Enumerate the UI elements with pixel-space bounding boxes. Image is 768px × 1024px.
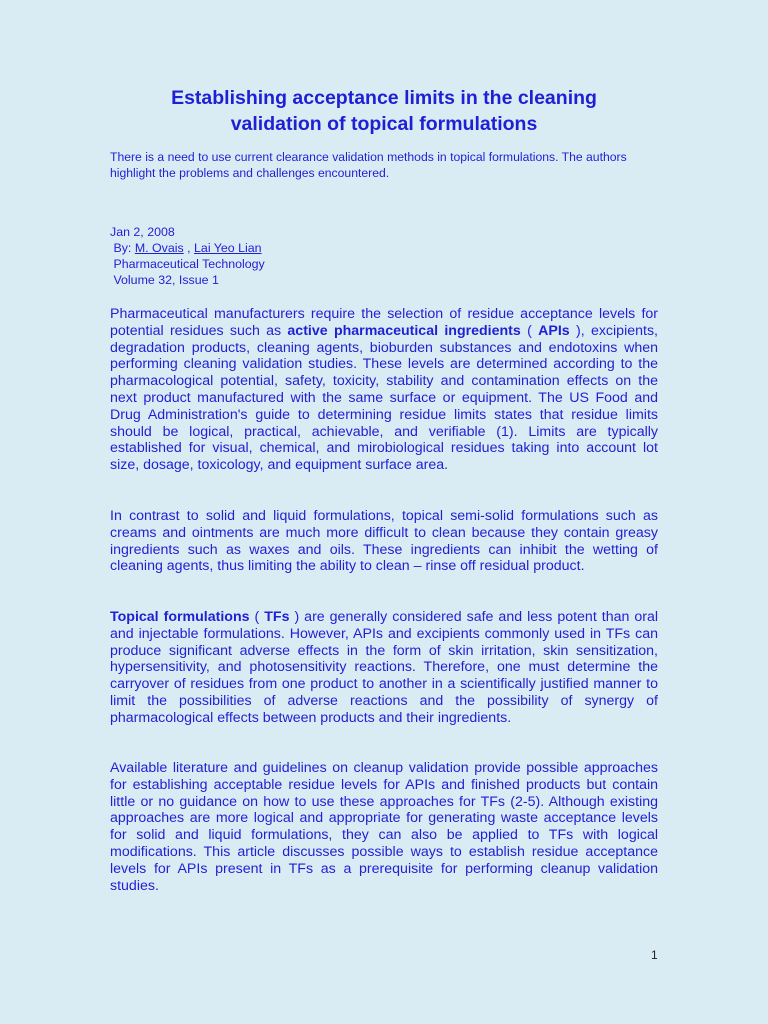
author-link-lian[interactable]: Lai Yeo Lian — [194, 241, 262, 255]
paragraph-2: In contrast to solid and liquid formulations, topical semi-solid formulations such as creams and ointments are much more difficult to clean because they contain greasy ingredients such as waxes and oils. These ingredients can inhibit the wetting of cleaning agents, thus limiting the ability to clean – rinse off residual product. — [110, 508, 658, 575]
journal-name — [110, 256, 265, 272]
author-separator: , — [183, 241, 195, 255]
byline — [110, 240, 265, 256]
term-active-pharmaceutical-ingredients: active pharmaceutical ingredients — [287, 322, 521, 339]
paragraph-1-paren-open: ( — [520, 322, 539, 339]
paragraph-3-paren-open: ( — [249, 609, 265, 625]
byline-label: By: — [113, 241, 135, 255]
paragraph-3-text-rest: ) are generally considered safe and less potent than oral and injectable formulations. However, APIs and excipients commonly used in TFs can produce significant adverse effects in the form of skin irritation, skin sensitization, hypersensitivity, and photosensitivity reactions. Therefore, one must determine the carryover of residues from one product to another in a scientifically justified manner to limit the possibilities of adverse reactions and the possibility of synergy of pharmacological effects between products and their ingredients. — [110, 609, 659, 726]
paragraph-1 — [110, 306, 658, 474]
article-title-line-1: Establishing acceptance limits in the cleaning — [171, 87, 597, 109]
journal-name-text: Pharmaceutical Technology — [113, 257, 265, 271]
term-apis: APIs — [538, 322, 570, 339]
paragraph-3 — [110, 609, 658, 727]
publication-date: Jan 2, 2008 — [110, 225, 175, 239]
term-topical-formulations: Topical formulations — [110, 609, 250, 625]
paragraph-4: Available literature and guidelines on cleanup validation provide possible approaches for establishing acceptable residue levels for APIs and finished products but contain little or no guidance on how to use these approaches for TFs (2-5). Although existing approaches are more logical and appropriate for generating waste acceptance levels for solid and liquid formulations, they can also be applied to TFs with logical modifications. This article discusses possible ways to establish residue acceptance levels for APIs present in TFs as a prerequisite for performing cleanup validation studies. — [110, 760, 658, 894]
article-metadata — [110, 224, 265, 288]
journal-volume — [110, 272, 265, 288]
page-number: 1 — [651, 948, 658, 962]
article-title-line-2: validation of topical formulations — [230, 113, 538, 135]
article-title — [110, 85, 658, 137]
paragraph-1-text-rest: ), excipients, degradation products, cleaning agents, bioburden substances and endotoxins when performing cleaning validation studies. These levels are determined according to the pharmacological potential, safety, toxicity, stability and contamination effects on the next product manufactured with the same surface or equipment. The US Food and Drug Administration's guide to determining residue limits states that residue limits should be logical, practical, achievable, and verifiable (1). Limits are typically established for visual, chemical, and mirobiological residues taking into account lot size, dosage, toxicology, and equipment surface area. — [110, 322, 658, 474]
author-link-ovais[interactable]: M. Ovais — [134, 241, 184, 255]
article-subtitle: There is a need to use current clearance validation methods in topical formulations. The authors highlight the problems and challenges encountered. — [110, 150, 627, 180]
paragraph-1-text-start: Pharmaceutical manufacturers require the selection of residue acceptance levels for potential residues such as — [110, 306, 658, 339]
term-tfs: TFs — [264, 609, 290, 625]
journal-volume-text: Volume 32, Issue 1 — [113, 273, 219, 287]
